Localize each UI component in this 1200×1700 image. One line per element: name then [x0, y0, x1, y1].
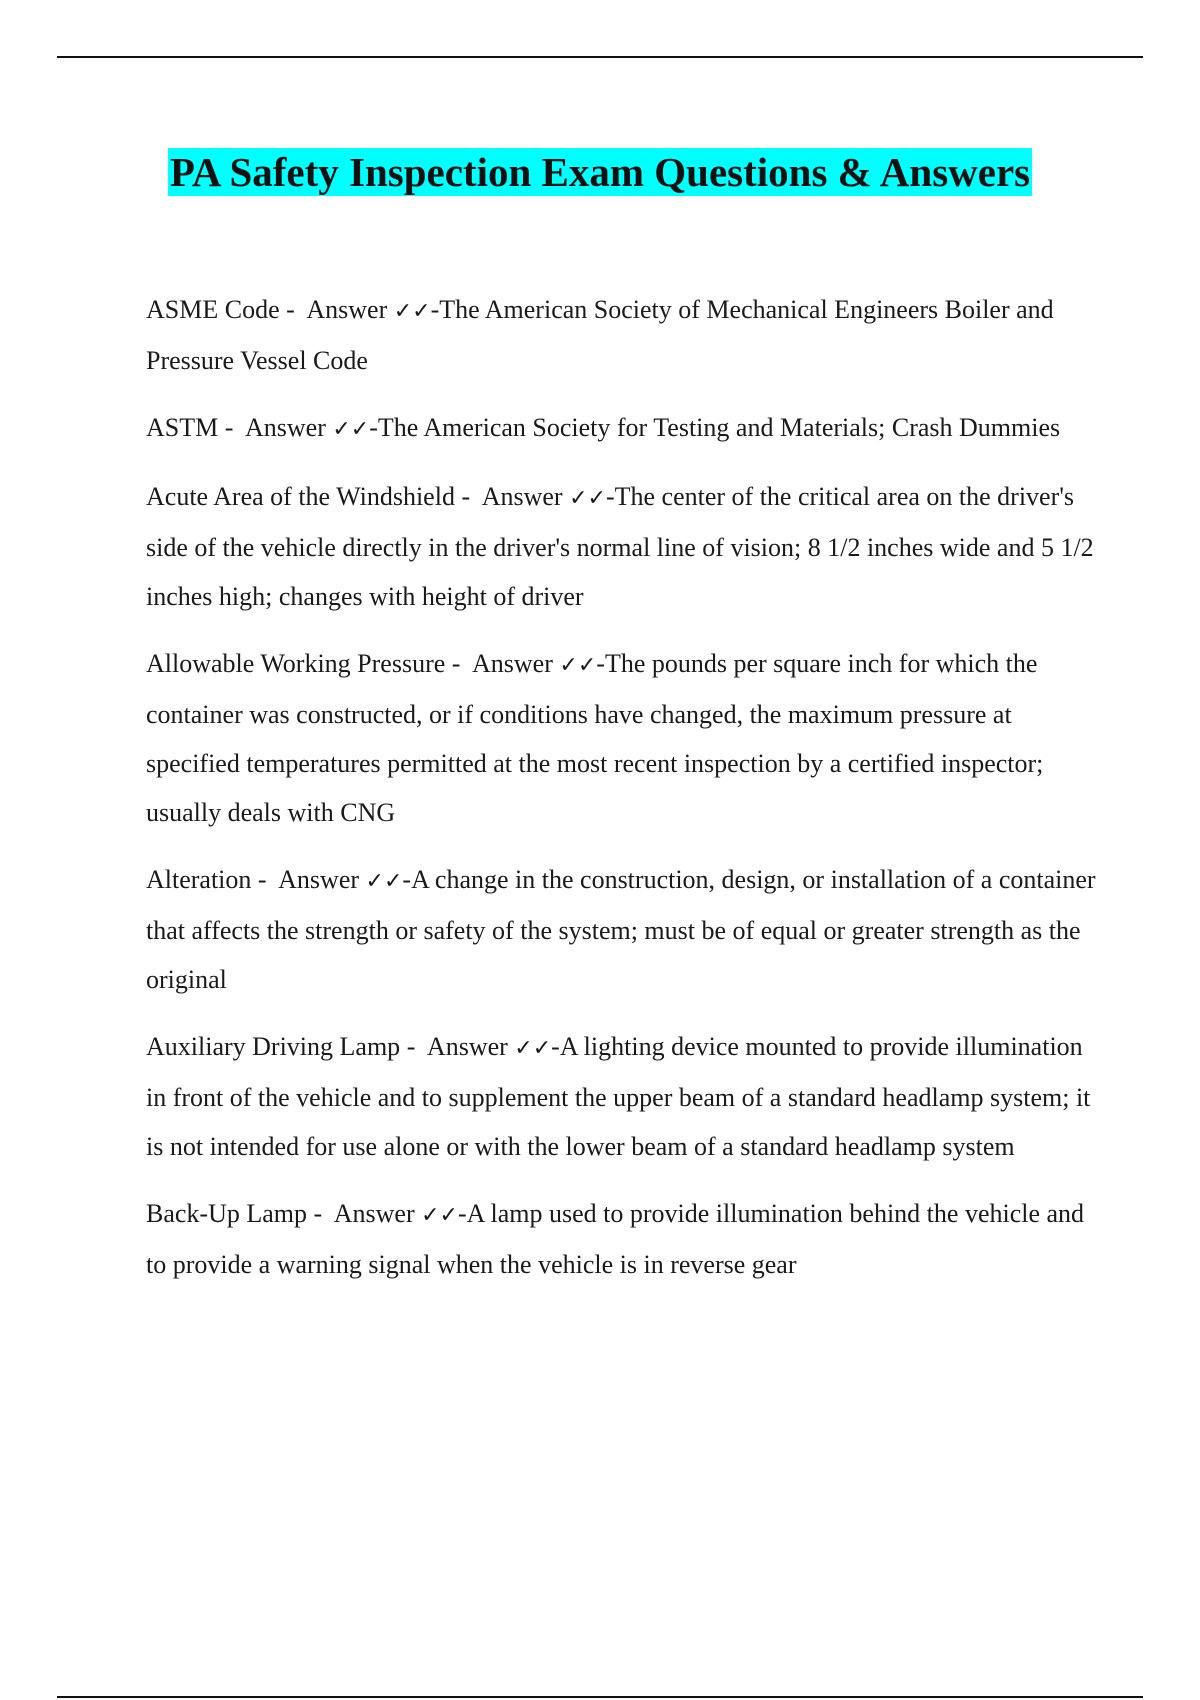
entry-item: Auxiliary Driving Lamp - Answer ✓✓-A lighting device mounted to provide illumination in front of the vehicle and to supplement the upper beam of a standard headlamp system; it is not intended for use alone or with the lower beam of a standard headlamp system [146, 1032, 1091, 1161]
check-marks-icon: ✓✓ [514, 1036, 552, 1061]
title-block [0, 148, 1200, 196]
bottom-rule [57, 1696, 1143, 1698]
entry-item: Allowable Working Pressure - Answer ✓✓-The pounds per square inch for which the container was constructed, or if conditions have changed, the maximum pressure at specified temperatures permitted at the most recent inspection by a certified inspector; usually deals with CNG [146, 649, 1044, 827]
entry-item: Alteration - Answer ✓✓-A change in the construction, design, or installation of a container that affects the strength or safety of the system; must be of equal or greater strength as the original [146, 865, 1096, 994]
entry-definition: The American Society for Testing and Materials; Crash Dummies [377, 413, 1061, 442]
check-marks-icon: ✓✓ [332, 417, 370, 442]
entry-definition: A lighting device mounted to provide illumination in front of the vehicle and to supplement the upper beam of a standard headlamp system; it is not intended for use alone or with the lower beam of a standard headlamp system [146, 1032, 1091, 1161]
entry-term: Auxiliary Driving Lamp [146, 1032, 401, 1061]
answer-label: Answer [244, 413, 326, 442]
answer-label: Answer [472, 649, 553, 678]
entry-term: Alteration [146, 865, 252, 894]
entry-definition: The center of the critical area on the driver's side of the vehicle directly in the driver's normal line of vision; 8 1/2 inches wide and 5 1/2 inches high; changes with height of driver [146, 482, 1094, 611]
answer-label: Answer [426, 1032, 508, 1061]
answer-label: Answer [306, 295, 388, 324]
entry-item: Back-Up Lamp - Answer ✓✓-A lamp used to provide illumination behind the vehicle and to provide a warning signal when the vehicle is in reverse gear [146, 1199, 1085, 1279]
check-marks-icon: ✓✓ [421, 1203, 458, 1228]
entry-term: Allowable Working Pressure [146, 649, 446, 678]
answer-label: Answer [278, 865, 360, 894]
page-title: PA Safety Inspection Exam Questions & Answers [169, 149, 1031, 195]
entry-term: ASTM [146, 413, 219, 442]
entry-item: Acute Area of the Windshield - Answer ✓✓-The center of the critical area on the driver's side of the vehicle directly in the driver's normal line of vision; 8 1/2 inches wide and 5 1/2 inches high; changes with height of driver [146, 482, 1094, 611]
entry-term: ASME Code [146, 295, 280, 324]
answer-label: Answer [333, 1199, 415, 1228]
check-marks-icon: ✓✓ [393, 299, 431, 324]
entry-term: Back-Up Lamp [146, 1199, 308, 1228]
check-marks-icon: ✓✓ [569, 486, 606, 511]
check-marks-icon: ✓✓ [559, 653, 597, 678]
top-rule [57, 56, 1143, 58]
entry-definition: The pounds per square inch for which the container was constructed, or if conditions have changed, the maximum pressure at specified temperatures permitted at the most recent inspection by a certified inspector; usually deals with CNG [146, 649, 1044, 827]
entry-definition: A change in the construction, design, or installation of a container that affects the strength or safety of the system; must be of equal or greater strength as the original [146, 865, 1096, 994]
check-marks-icon: ✓✓ [365, 869, 403, 894]
entry-definition: The American Society of Mechanical Engineers Boiler and Pressure Vessel Code [146, 295, 1054, 375]
answer-label: Answer [481, 482, 563, 511]
entry-item: ASTM - Answer ✓✓-The American Society for Testing and Materials; Crash Dummies [146, 413, 1061, 442]
entry-item: ASME Code - Answer ✓✓-The American Society of Mechanical Engineers Boiler and Pressure Vessel Code [146, 295, 1054, 375]
entry-list [146, 285, 1096, 1307]
entry-term: Acute Area of the Windshield [146, 482, 455, 511]
entry-definition: A lamp used to provide illumination behind the vehicle and to provide a warning signal when the vehicle is in reverse gear [146, 1199, 1085, 1279]
